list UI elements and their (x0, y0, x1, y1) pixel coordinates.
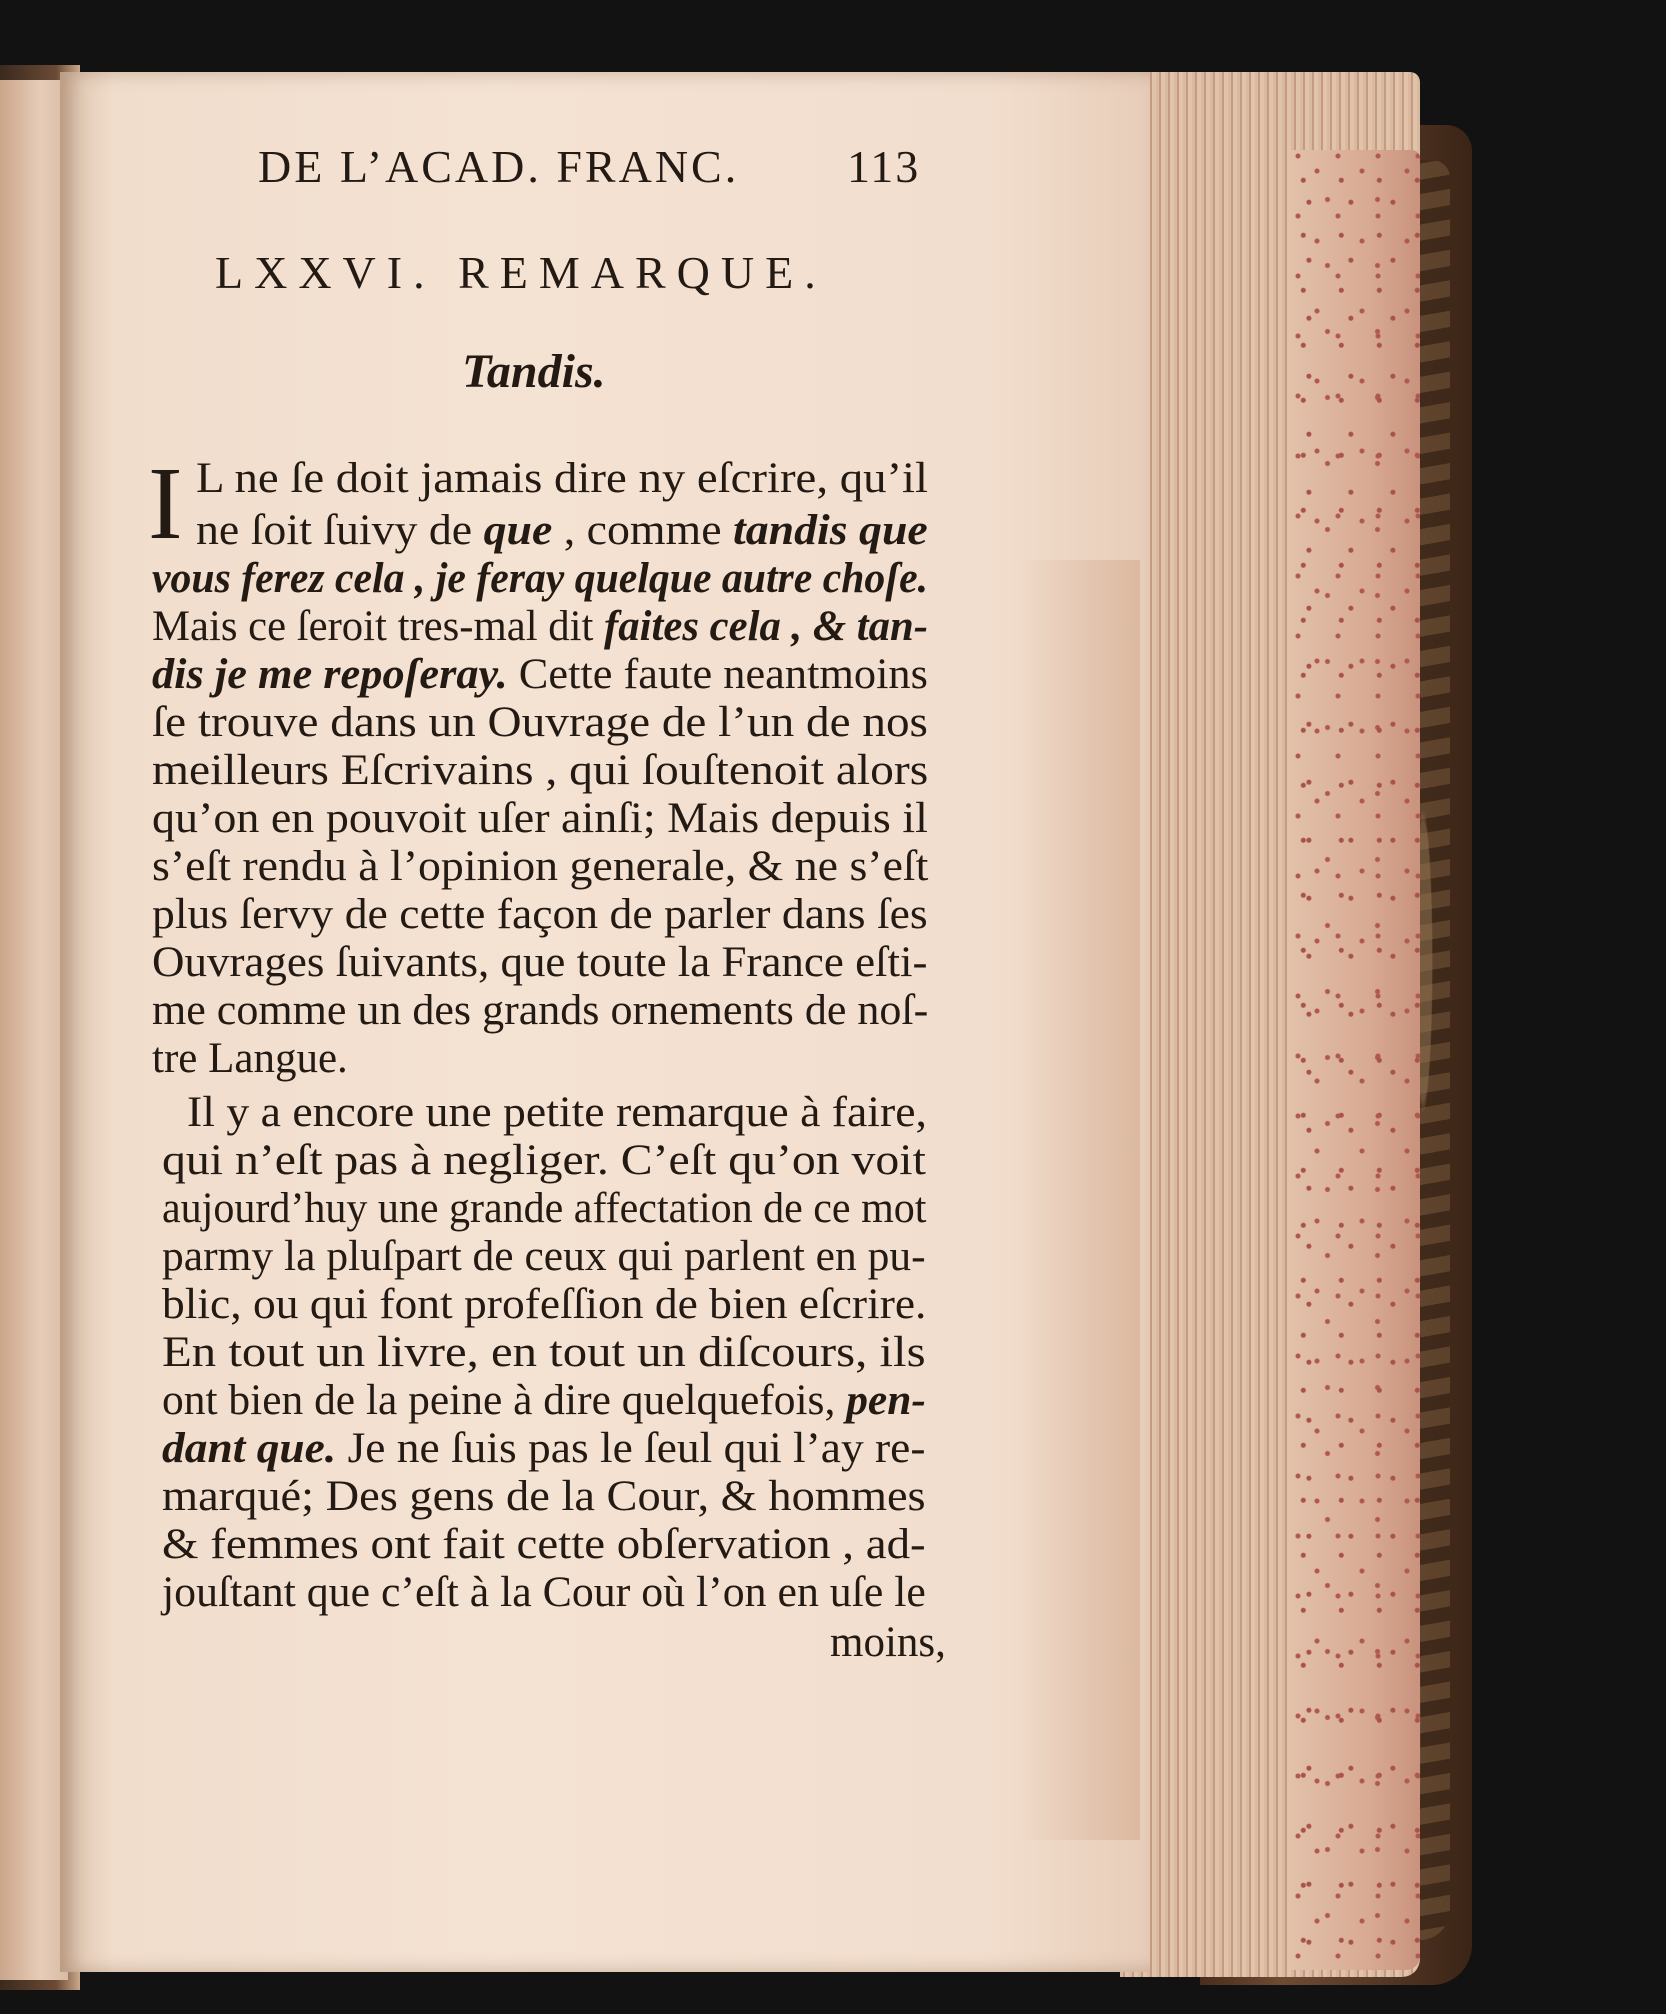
text-segment: plus ſervy de cette façon de parler dans ſes (152, 891, 928, 938)
text-segment: L ne ſe doit jamais dire ny eſcrire, qu’il (196, 455, 929, 502)
text-segment: blic, ou qui font profeſſion de bien eſcrire. (162, 1281, 927, 1328)
text-segment: qui n’eſt pas à negliger. C’eſt qu’on voit (162, 1137, 926, 1184)
italic-segment: pen- (846, 1377, 926, 1424)
text-segment: marqué; Des gens de la Cour, & hommes (162, 1473, 926, 1520)
text-segment: aujourd’huy une grande affectation de ce mot (162, 1185, 927, 1232)
text-line (152, 892, 928, 938)
text-segment: ne ſoit ſuivy de (196, 507, 484, 554)
text-line (152, 1036, 348, 1082)
text-segment: Je ne ſuis pas le ſeul qui l’ay re- (336, 1425, 926, 1472)
italic-segment: tandis que (732, 507, 928, 554)
text-line (152, 604, 928, 650)
text-line (152, 988, 928, 1034)
text-segment: Mais ce ſeroit tres-mal dit (152, 603, 605, 650)
text-line (152, 652, 928, 698)
text-segment: meilleurs Eſcrivains , qui ſouſtenoit alors (152, 747, 929, 794)
text-line (162, 1570, 926, 1616)
catchword: moins, (830, 1619, 946, 1666)
text-line (162, 1186, 926, 1232)
running-head: DE L’ACAD. FRANC. (258, 141, 740, 192)
text-segment: Ouvrages ſuivants, que toute la France eſti- (152, 939, 928, 986)
text-line (162, 1426, 925, 1472)
text-line (162, 1522, 926, 1568)
sprinkled-fore-edge (1290, 150, 1420, 1970)
text-line (187, 1090, 927, 1136)
text-line (162, 1138, 926, 1184)
text-line (162, 1474, 926, 1520)
text-segment: qu’on en pouvoit uſer ainſi; Mais depuis il (152, 795, 928, 842)
page-edge-foxing (1020, 560, 1140, 1840)
text-line (152, 940, 928, 986)
section-subtitle: Tandis. (462, 345, 606, 398)
text-line (196, 456, 928, 502)
italic-segment: que (483, 507, 553, 554)
text-line (162, 1234, 926, 1280)
text-segment: Cette faute neantmoins (507, 651, 928, 698)
text-segment: , comme (552, 507, 733, 554)
text-segment: ſe trouve dans un Ouvrage de l’un de nos (152, 699, 928, 746)
text-segment: jouſtant que c’eſt à la Cour où l’on en uſe le (162, 1569, 926, 1616)
text-segment: & femmes ont fait cette obſervation , ad- (162, 1521, 926, 1568)
italic-segment: vous ferez cela , je feray quelque autre choſe. (152, 555, 929, 602)
text-segment: parmy la pluſpart de ceux qui parlent en pu- (162, 1233, 926, 1280)
text-segment: En tout un livre, en tout un diſcours, ils (162, 1329, 926, 1376)
text-segment: Il y a encore une petite remarque à faire, (187, 1089, 927, 1136)
text-segment: ont bien de la peine à dire quelquefois, (162, 1377, 847, 1424)
text-line (162, 1330, 926, 1376)
italic-segment: dant que. (162, 1425, 337, 1472)
text-line (152, 796, 928, 842)
text-segment: tre Langue. (152, 1035, 348, 1082)
italic-segment: faites cela , & tan- (604, 603, 928, 650)
text-segment: me comme un des grands ornements de noſ- (152, 987, 929, 1034)
text-line (152, 700, 928, 746)
drop-capital: I (148, 446, 183, 561)
page-number: 113 (847, 141, 921, 192)
text-line (152, 556, 928, 602)
text-line (162, 1282, 926, 1328)
text-line (196, 508, 928, 554)
text-line (152, 844, 928, 890)
text-line (162, 1378, 926, 1424)
section-title: LXXVI. REMARQUE. (215, 247, 827, 298)
facing-page-edge (0, 80, 68, 1980)
italic-segment: dis je me repoſeray. (152, 651, 508, 698)
text-line (152, 748, 928, 794)
text-segment: s’eſt rendu à l’opinion generale, & ne s’eſt (152, 843, 929, 890)
